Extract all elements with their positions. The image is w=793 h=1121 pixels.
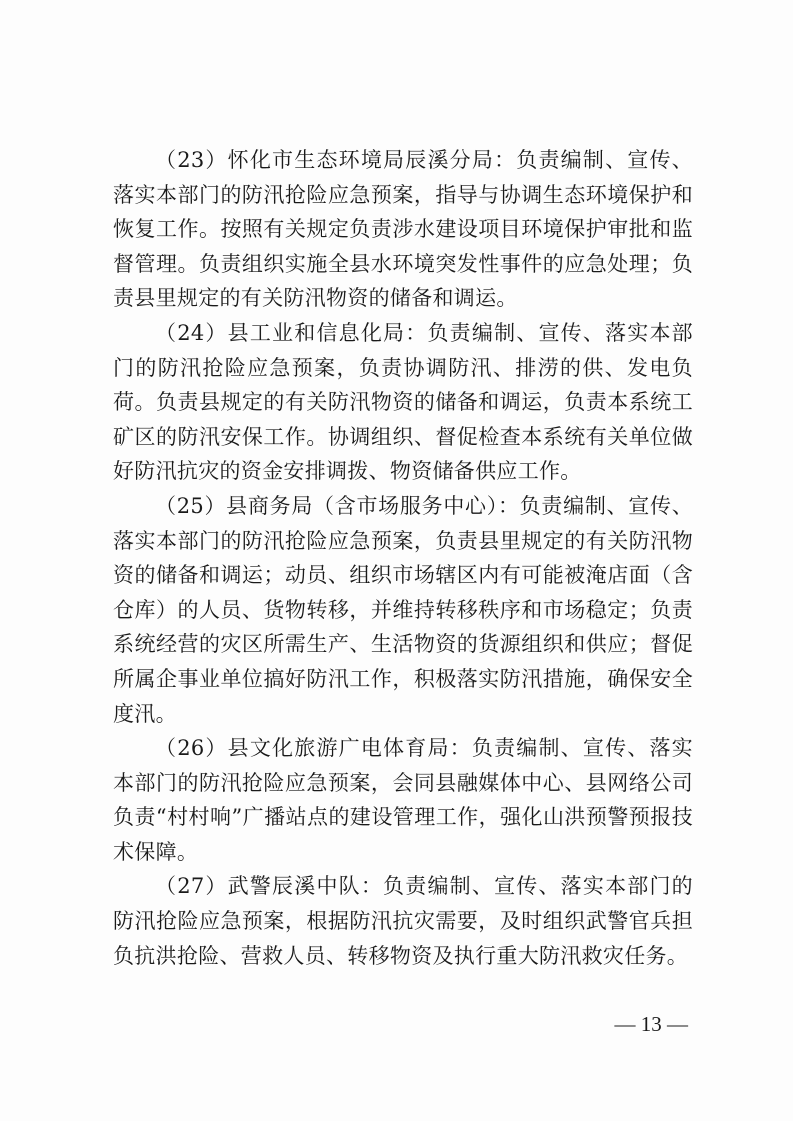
- paragraph-23: （23）怀化市生态环境局辰溪分局：负责编制、宣传、落实本部门的防汛抢险应急预案，指导与协调生态环境保护和恢复工作。按照有关规定负责涉水建设项目环境保护审批和监督管理。负责组织实施全县水环境突发性事件的应急处理；负责县里规定的有关防汛物资的储备和调运。: [113, 148, 693, 311]
- paragraph-24: （24）县工业和信息化局：负责编制、宣传、落实本部门的防汛抢险应急预案，负责协调防汛、排涝的供、发电负荷。负责县规定的有关防汛物资的储备和调运，负责本系统工矿区的防汛安保工作。协调组织、督促检查本系统有关单位做好防汛抗灾的资金安排调拨、物资储备供应工作。: [113, 320, 693, 484]
- page-number: — 13 —: [614, 1012, 688, 1036]
- document-body: [113, 143, 693, 973]
- paragraph-27: （27）武警辰溪中队：负责编制、宣传、落实本部门的防汛抢险应急预案，根据防汛抗灾需要，及时组织武警官兵担负抗洪抢险、营救人员、转移物资及执行重大防汛救灾任务。: [113, 874, 693, 968]
- paragraph-25: （25）县商务局（含市场服务中心）：负责编制、宣传、落实本部门的防汛抢险应急预案，负责县里规定的有关防汛物资的储备和调运；动员、组织市场辖区内有可能被淹店面（含仓库）的人员、货物转移，并维持转移秩序和市场稳定；负责系统经营的灾区所需生产、生活物资的货源组织和供应；督促所属企事业单位搞好防汛工作，积极落实防汛措施，确保安全度汛。: [113, 493, 693, 726]
- paragraph-26: （26）县文化旅游广电体育局：负责编制、宣传、落实本部门的防汛抢险应急预案，会同县融媒体中心、县网络公司负责“村村响”广播站点的建设管理工作，强化山洪预警预报技术保障。: [113, 736, 693, 864]
